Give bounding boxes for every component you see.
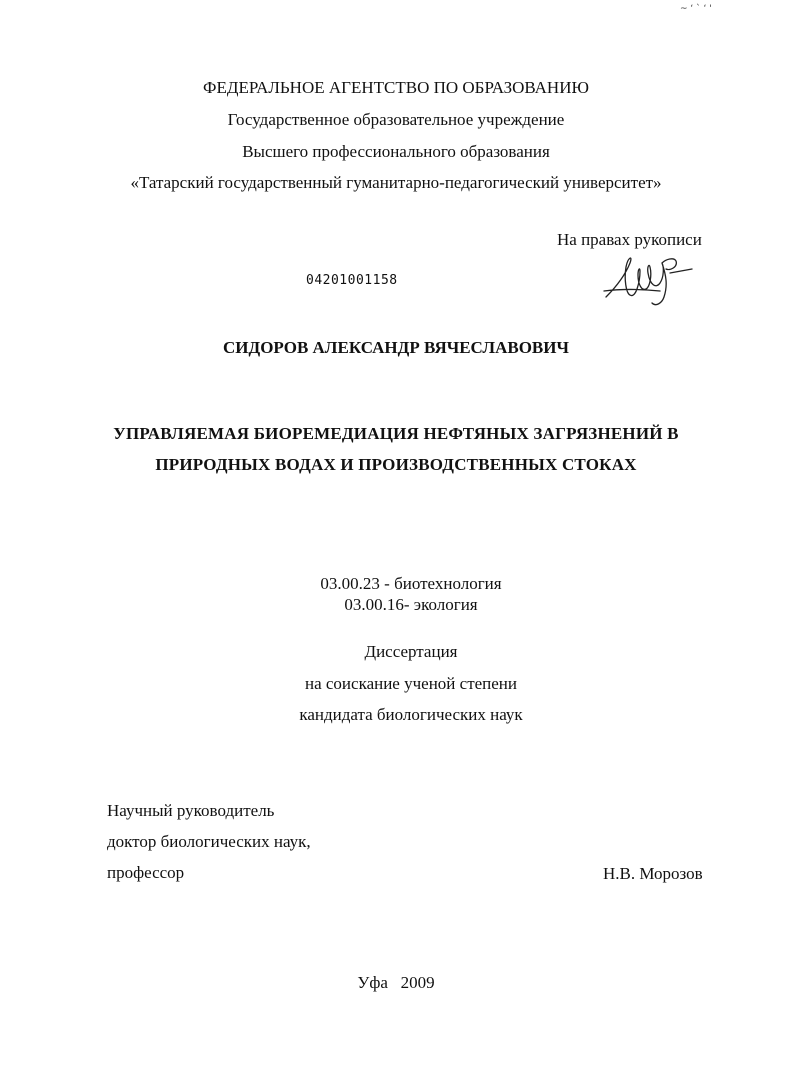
specialty-line-1: 03.00.23 - биотехнология: [320, 574, 502, 593]
degree-name: кандидата биологических наук: [299, 705, 523, 724]
specialty-line-2: 03.00.16- экология: [344, 595, 478, 614]
thesis-title-line-1: УПРАВЛЯЕМАЯ БИОРЕМЕДИАЦИЯ НЕФТЯНЫХ ЗАГРЯЗНЕНИЙ В: [113, 424, 679, 443]
agency-line: ФЕДЕРАЛЬНОЕ АГЕНТСТВО ПО ОБРАЗОВАНИЮ: [203, 78, 589, 97]
education-level-line: Высшего профессионального образования: [242, 142, 550, 161]
degree-purpose: на соискание ученой степени: [304, 674, 518, 693]
institution-type-line: Государственное образовательное учреждение: [227, 110, 565, 129]
university-line: «Татарский государственный гуманитарно-педагогический университет»: [130, 173, 662, 192]
supervisor-degree: доктор биологических наук,: [107, 832, 311, 851]
supervisor-role: Научный руководитель: [107, 801, 275, 820]
document-id: 04201001158: [306, 273, 398, 288]
signature-icon: [600, 245, 700, 313]
degree-type: Диссертация: [364, 642, 458, 661]
scan-corner-marks: ~ ‘ ` ‘ ': [680, 4, 712, 14]
place-year: Уфа 2009: [357, 973, 435, 992]
manuscript-note: На правах рукописи: [557, 230, 702, 249]
thesis-title-line-2: ПРИРОДНЫХ ВОДАХ И ПРОИЗВОДСТВЕННЫХ СТОКАХ: [155, 455, 637, 474]
supervisor-rank: профессор: [107, 863, 185, 882]
author-name: СИДОРОВ АЛЕКСАНДР ВЯЧЕСЛАВОВИЧ: [223, 338, 569, 357]
supervisor-name: Н.В. Морозов: [603, 864, 703, 883]
